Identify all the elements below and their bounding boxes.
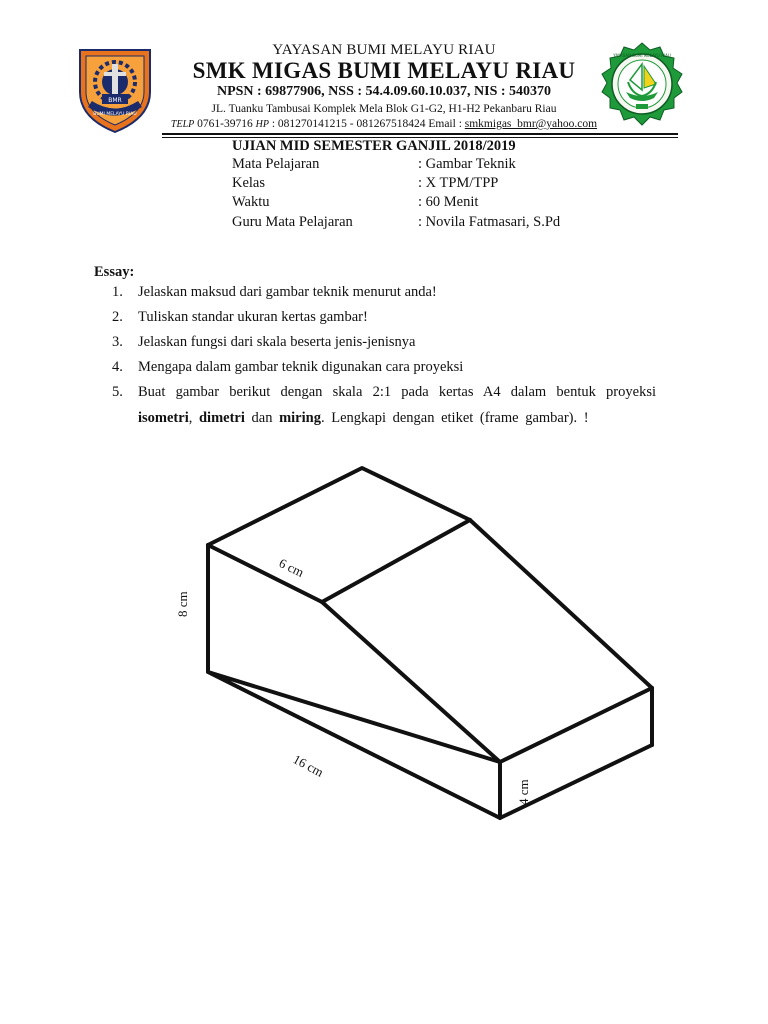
hp-label: HP — [255, 119, 269, 130]
info-label-time: Waktu — [232, 194, 270, 210]
top-face-divider — [322, 520, 470, 602]
header-divider-thick — [162, 133, 678, 135]
info-value-teacher: : Novila Fatmasari, S.Pd — [418, 214, 561, 230]
question-text: Mengapa dalam gambar teknik digunakan cara proyeksi — [138, 359, 464, 375]
essay-heading: Essay: — [94, 264, 135, 280]
question-5-line-1: Buat gambar berikut dengan skala 2:1 pada kertas A4 dalam bentuk proyeksi — [138, 384, 656, 400]
telp-label: TELP — [170, 119, 195, 130]
dim-label-front: 4 cm — [516, 779, 531, 805]
school-ids: NPSN : 69877906, NSS : 54.4.09.60.10.037, NIS : 540370 — [216, 84, 552, 99]
top-front-edge — [208, 545, 322, 602]
telp-number: 0761-39716 — [194, 118, 256, 130]
question-number: 1. — [112, 284, 123, 300]
dim-label-top: 6 cm — [276, 555, 307, 580]
term-isometri: isometri — [138, 410, 189, 426]
top-back-edge — [208, 468, 470, 545]
front-top-edge — [500, 688, 652, 762]
foundation-name: YAYASAN BUMI MELAYU RIAU — [272, 42, 496, 58]
question-text: Tuliskan standar ukuran kertas gambar! — [138, 309, 368, 325]
info-label-class: Kelas — [232, 175, 266, 191]
dim-label-length: 16 cm — [290, 751, 327, 780]
hp-number: : 081270141215 - 081267518424 Email : — [268, 118, 465, 130]
question-number: 3. — [112, 334, 123, 350]
email-link[interactable]: smkmigas_bmr@yahoo.com — [464, 118, 598, 130]
svg-text:BUMI MELAYU RIAU: BUMI MELAYU RIAU — [93, 112, 137, 117]
question-number: 5. — [112, 384, 123, 400]
isometric-block-drawing — [160, 455, 680, 830]
school-name: SMK MIGAS BUMI MELAYU RIAU — [192, 58, 576, 83]
school-contact — [0, 118, 768, 130]
svg-text:BMR: BMR — [108, 97, 122, 104]
info-label-subject: Mata Pelajaran — [232, 156, 320, 172]
exam-title: UJIAN MID SEMESTER GANJIL 2018/2019 — [232, 138, 516, 154]
term-dimetri: dimetri — [198, 410, 245, 426]
question-text: Jelaskan maksud dari gambar teknik menurut anda! — [138, 284, 437, 300]
question-number: 4. — [112, 359, 123, 375]
question-text: Jelaskan fungsi dari skala beserta jenis-jenisnya — [138, 334, 416, 350]
info-value-time: : 60 Menit — [418, 194, 479, 210]
info-value-subject: : Gambar Teknik — [418, 156, 516, 172]
dim-label-height: 8 cm — [175, 591, 190, 617]
question-5-line-2: isometri, dimetri dan miring. Lengkapi dengan etiket (frame gambar). ! — [138, 410, 589, 426]
slope-back-edge — [470, 520, 652, 688]
question-number: 2. — [112, 309, 123, 325]
info-value-class: : X TPM/TPP — [418, 175, 499, 191]
svg-text:YAYASAN BUMI MELAYU RIAU: YAYASAN BUMI MELAYU RIAU — [613, 53, 671, 58]
term-miring: miring — [279, 410, 321, 426]
info-label-teacher: Guru Mata Pelajaran — [232, 214, 353, 230]
slope-edge — [322, 602, 500, 762]
school-address: JL. Tuanku Tambusai Komplek Mela Blok G1-G2, H1-H2 Pekanbaru Riau — [211, 103, 557, 115]
